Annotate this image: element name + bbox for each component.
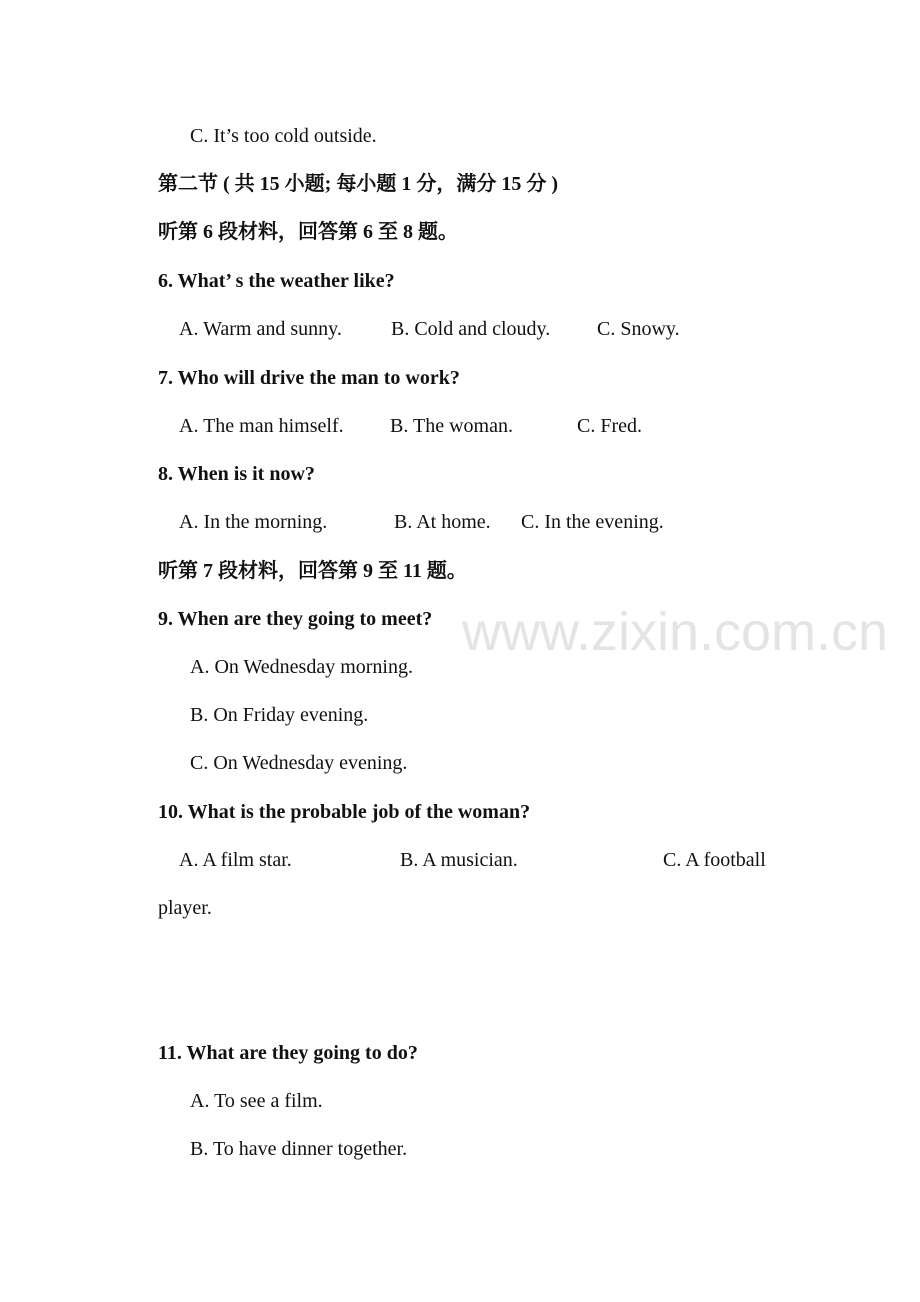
q5-option-c: C. It’s too cold outside. xyxy=(190,125,377,147)
q9-option-c: C. On Wednesday evening. xyxy=(190,752,408,774)
q9-option-b: B. On Friday evening. xyxy=(190,704,369,726)
q6-option-b: B. Cold and cloudy. xyxy=(391,318,551,340)
q10-option-c-continued: player. xyxy=(158,897,212,919)
q8-option-b: B. At home. xyxy=(394,511,491,533)
watermark-logo: www.zixin.com.cn xyxy=(462,602,889,662)
q11-option-a: A. To see a film. xyxy=(190,1090,323,1112)
section-header: 第二节 ( 共 15 小题; 每小题 1 分，满分 15 分 ) xyxy=(158,173,558,195)
q9-option-a: A. On Wednesday morning. xyxy=(190,656,413,678)
q10-option-a: A. A film star. xyxy=(179,849,292,871)
q6-option-a: A. Warm and sunny. xyxy=(179,318,342,340)
q6-question: 6. What’ s the weather like? xyxy=(158,270,395,292)
q7-option-c: C. Fred. xyxy=(577,415,642,437)
q11-question: 11. What are they going to do? xyxy=(158,1042,418,1064)
q8-question: 8. When is it now? xyxy=(158,463,315,485)
q7-option-b: B. The woman. xyxy=(390,415,513,437)
q9-question: 9. When are they going to meet? xyxy=(158,608,433,630)
q8-option-c: C. In the evening. xyxy=(521,511,664,533)
q8-option-a: A. In the morning. xyxy=(179,511,328,533)
q7-question: 7. Who will drive the man to work? xyxy=(158,367,460,389)
group2-instruction: 听第 7 段材料，回答第 9 至 11 题。 xyxy=(158,560,467,582)
q10-question: 10. What is the probable job of the woman? xyxy=(158,801,531,823)
q7-option-a: A. The man himself. xyxy=(179,415,344,437)
q6-option-c: C. Snowy. xyxy=(597,318,680,340)
q10-option-c: C. A football xyxy=(663,849,766,871)
q10-option-b: B. A musician. xyxy=(400,849,518,871)
group1-instruction: 听第 6 段材料，回答第 6 至 8 题。 xyxy=(158,221,458,243)
q11-option-b: B. To have dinner together. xyxy=(190,1138,408,1160)
